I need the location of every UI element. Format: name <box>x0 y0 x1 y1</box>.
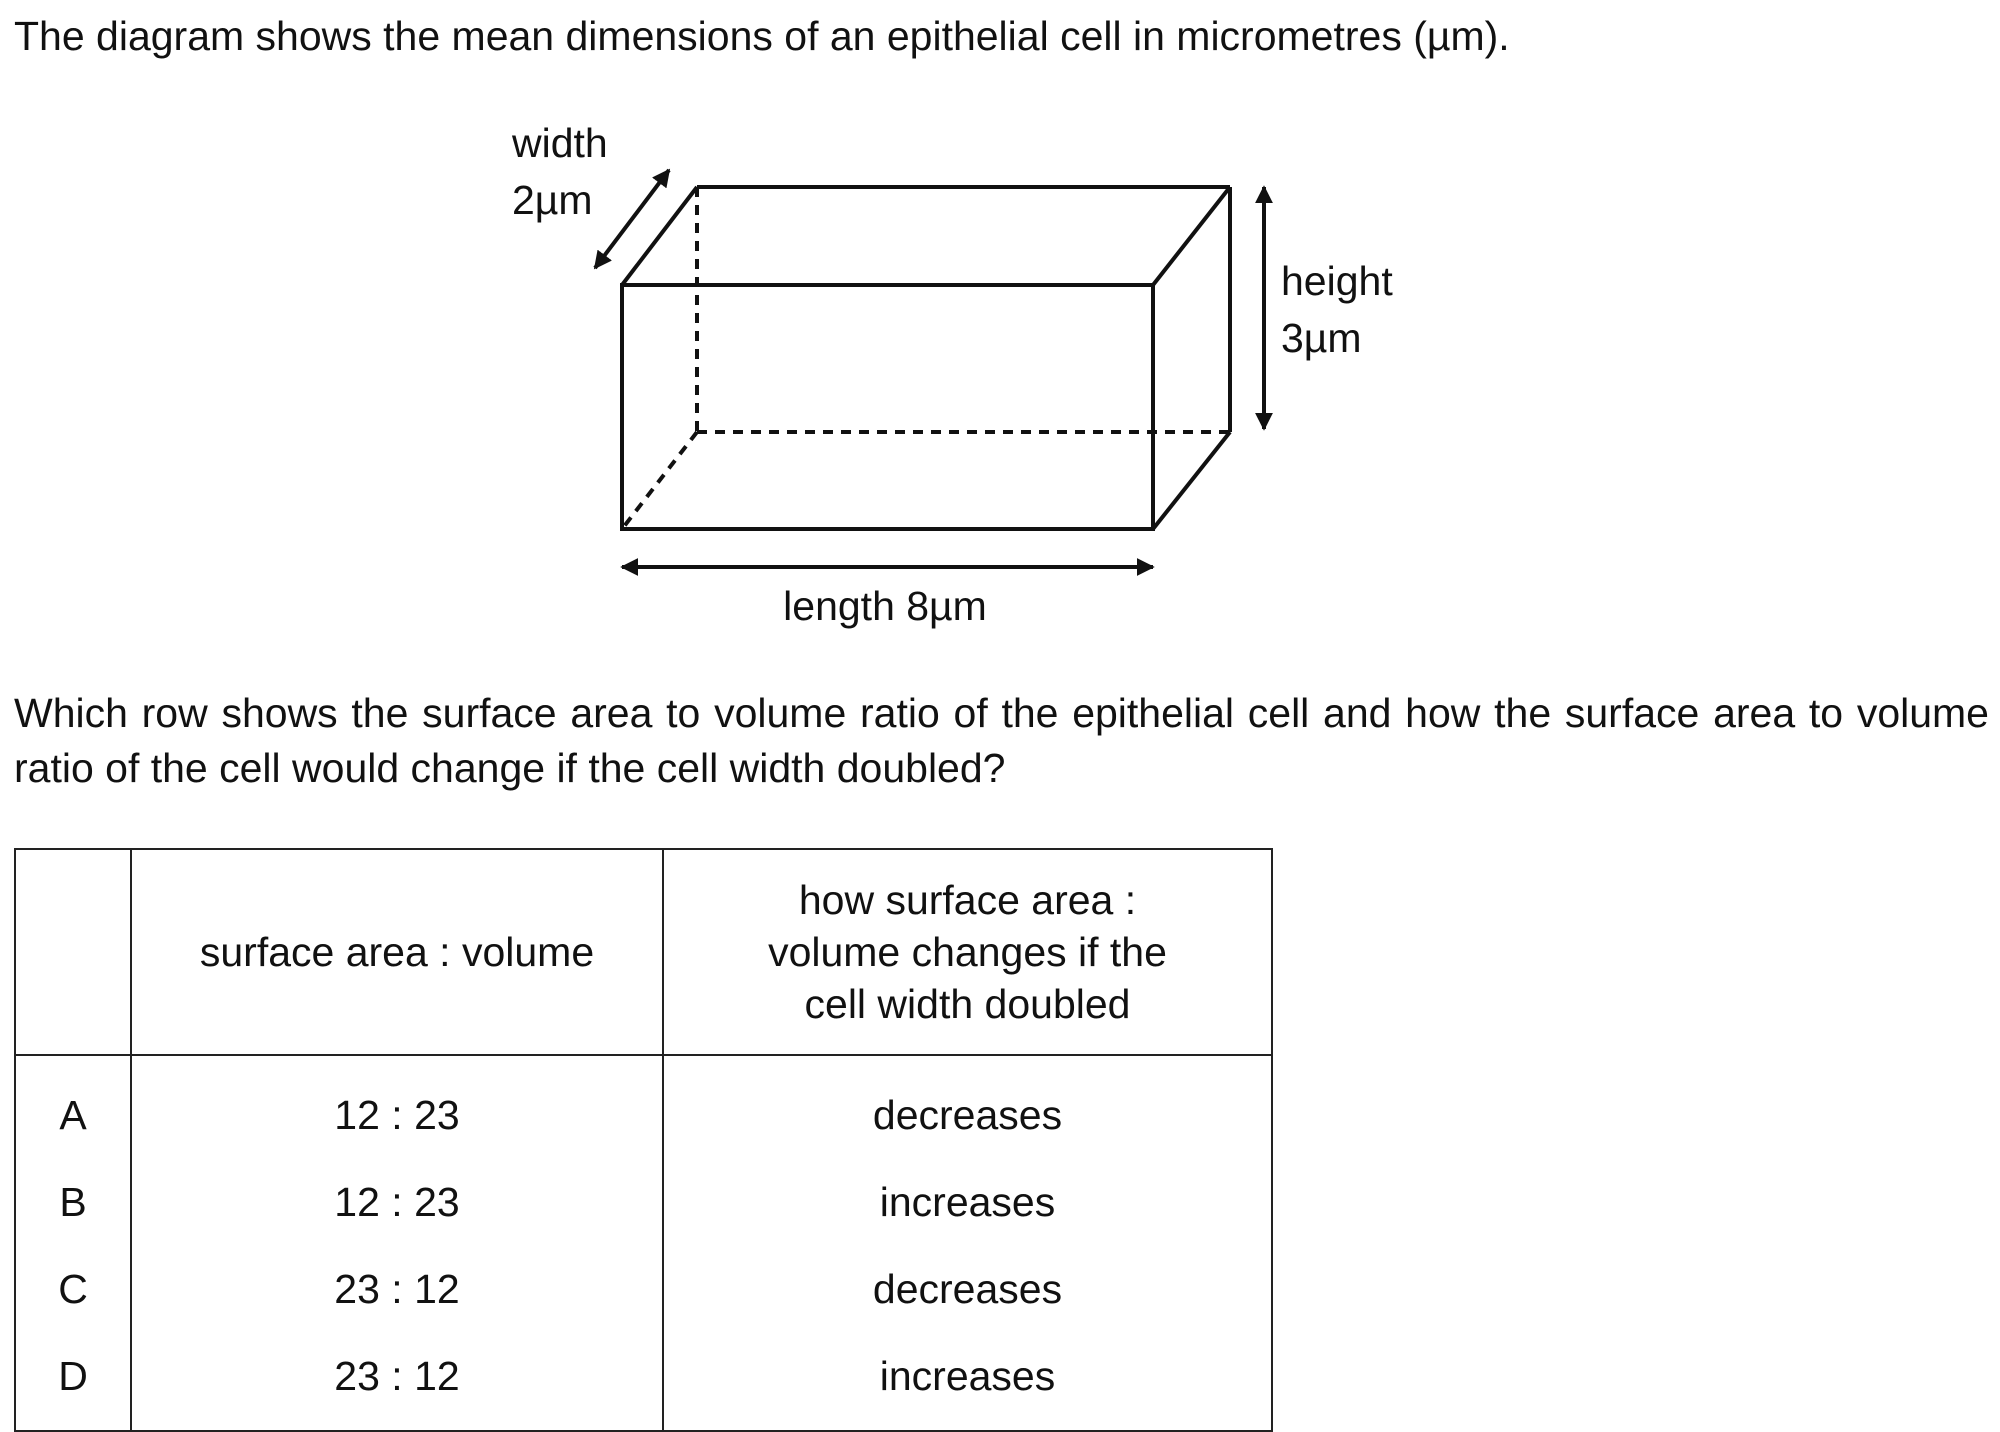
height-value: 3µm <box>1281 315 1362 361</box>
row-b-ratio: 12 : 23 <box>131 1159 663 1246</box>
header-ratio: surface area : volume <box>131 849 663 1055</box>
row-c-key: C <box>15 1246 131 1333</box>
table-row-c[interactable] <box>15 1246 1272 1333</box>
table-row-b[interactable] <box>15 1159 1272 1246</box>
width-arrow <box>595 170 669 268</box>
header-change-text: how surface area : volume changes if the cell width doubled <box>768 877 1167 1027</box>
intro-text: The diagram shows the mean dimensions of an epithelial cell in micrometres (µm). <box>14 13 1510 59</box>
row-a-change: decreases <box>663 1055 1272 1159</box>
row-c-change: decreases <box>663 1246 1272 1333</box>
row-d-ratio: 23 : 12 <box>131 1333 663 1431</box>
header-change <box>663 849 1272 1055</box>
row-b-key: B <box>15 1159 131 1246</box>
row-b-change: increases <box>663 1159 1272 1246</box>
table-header-row <box>15 849 1272 1055</box>
row-d-change: increases <box>663 1333 1272 1431</box>
row-a-ratio: 12 : 23 <box>131 1055 663 1159</box>
height-label: height <box>1281 258 1393 304</box>
length-label: length 8µm <box>783 583 987 629</box>
hidden-edges <box>622 187 1230 529</box>
table-row-a[interactable] <box>15 1055 1272 1159</box>
row-c-ratio: 23 : 12 <box>131 1246 663 1333</box>
visible-edges <box>622 187 1230 529</box>
width-label: width <box>512 120 608 166</box>
row-d-key: D <box>15 1333 131 1431</box>
width-value: 2µm <box>512 177 593 223</box>
answer-table <box>14 848 1273 1432</box>
table-row-d[interactable] <box>15 1333 1272 1431</box>
question-text: Which row shows the surface area to volume ratio of the epithelial cell and how the surface area to volume ratio of the cell would change if the cell width doubled? <box>14 690 1989 791</box>
header-key <box>15 849 131 1055</box>
cuboid-diagram <box>0 0 2000 640</box>
row-a-key: A <box>15 1055 131 1159</box>
